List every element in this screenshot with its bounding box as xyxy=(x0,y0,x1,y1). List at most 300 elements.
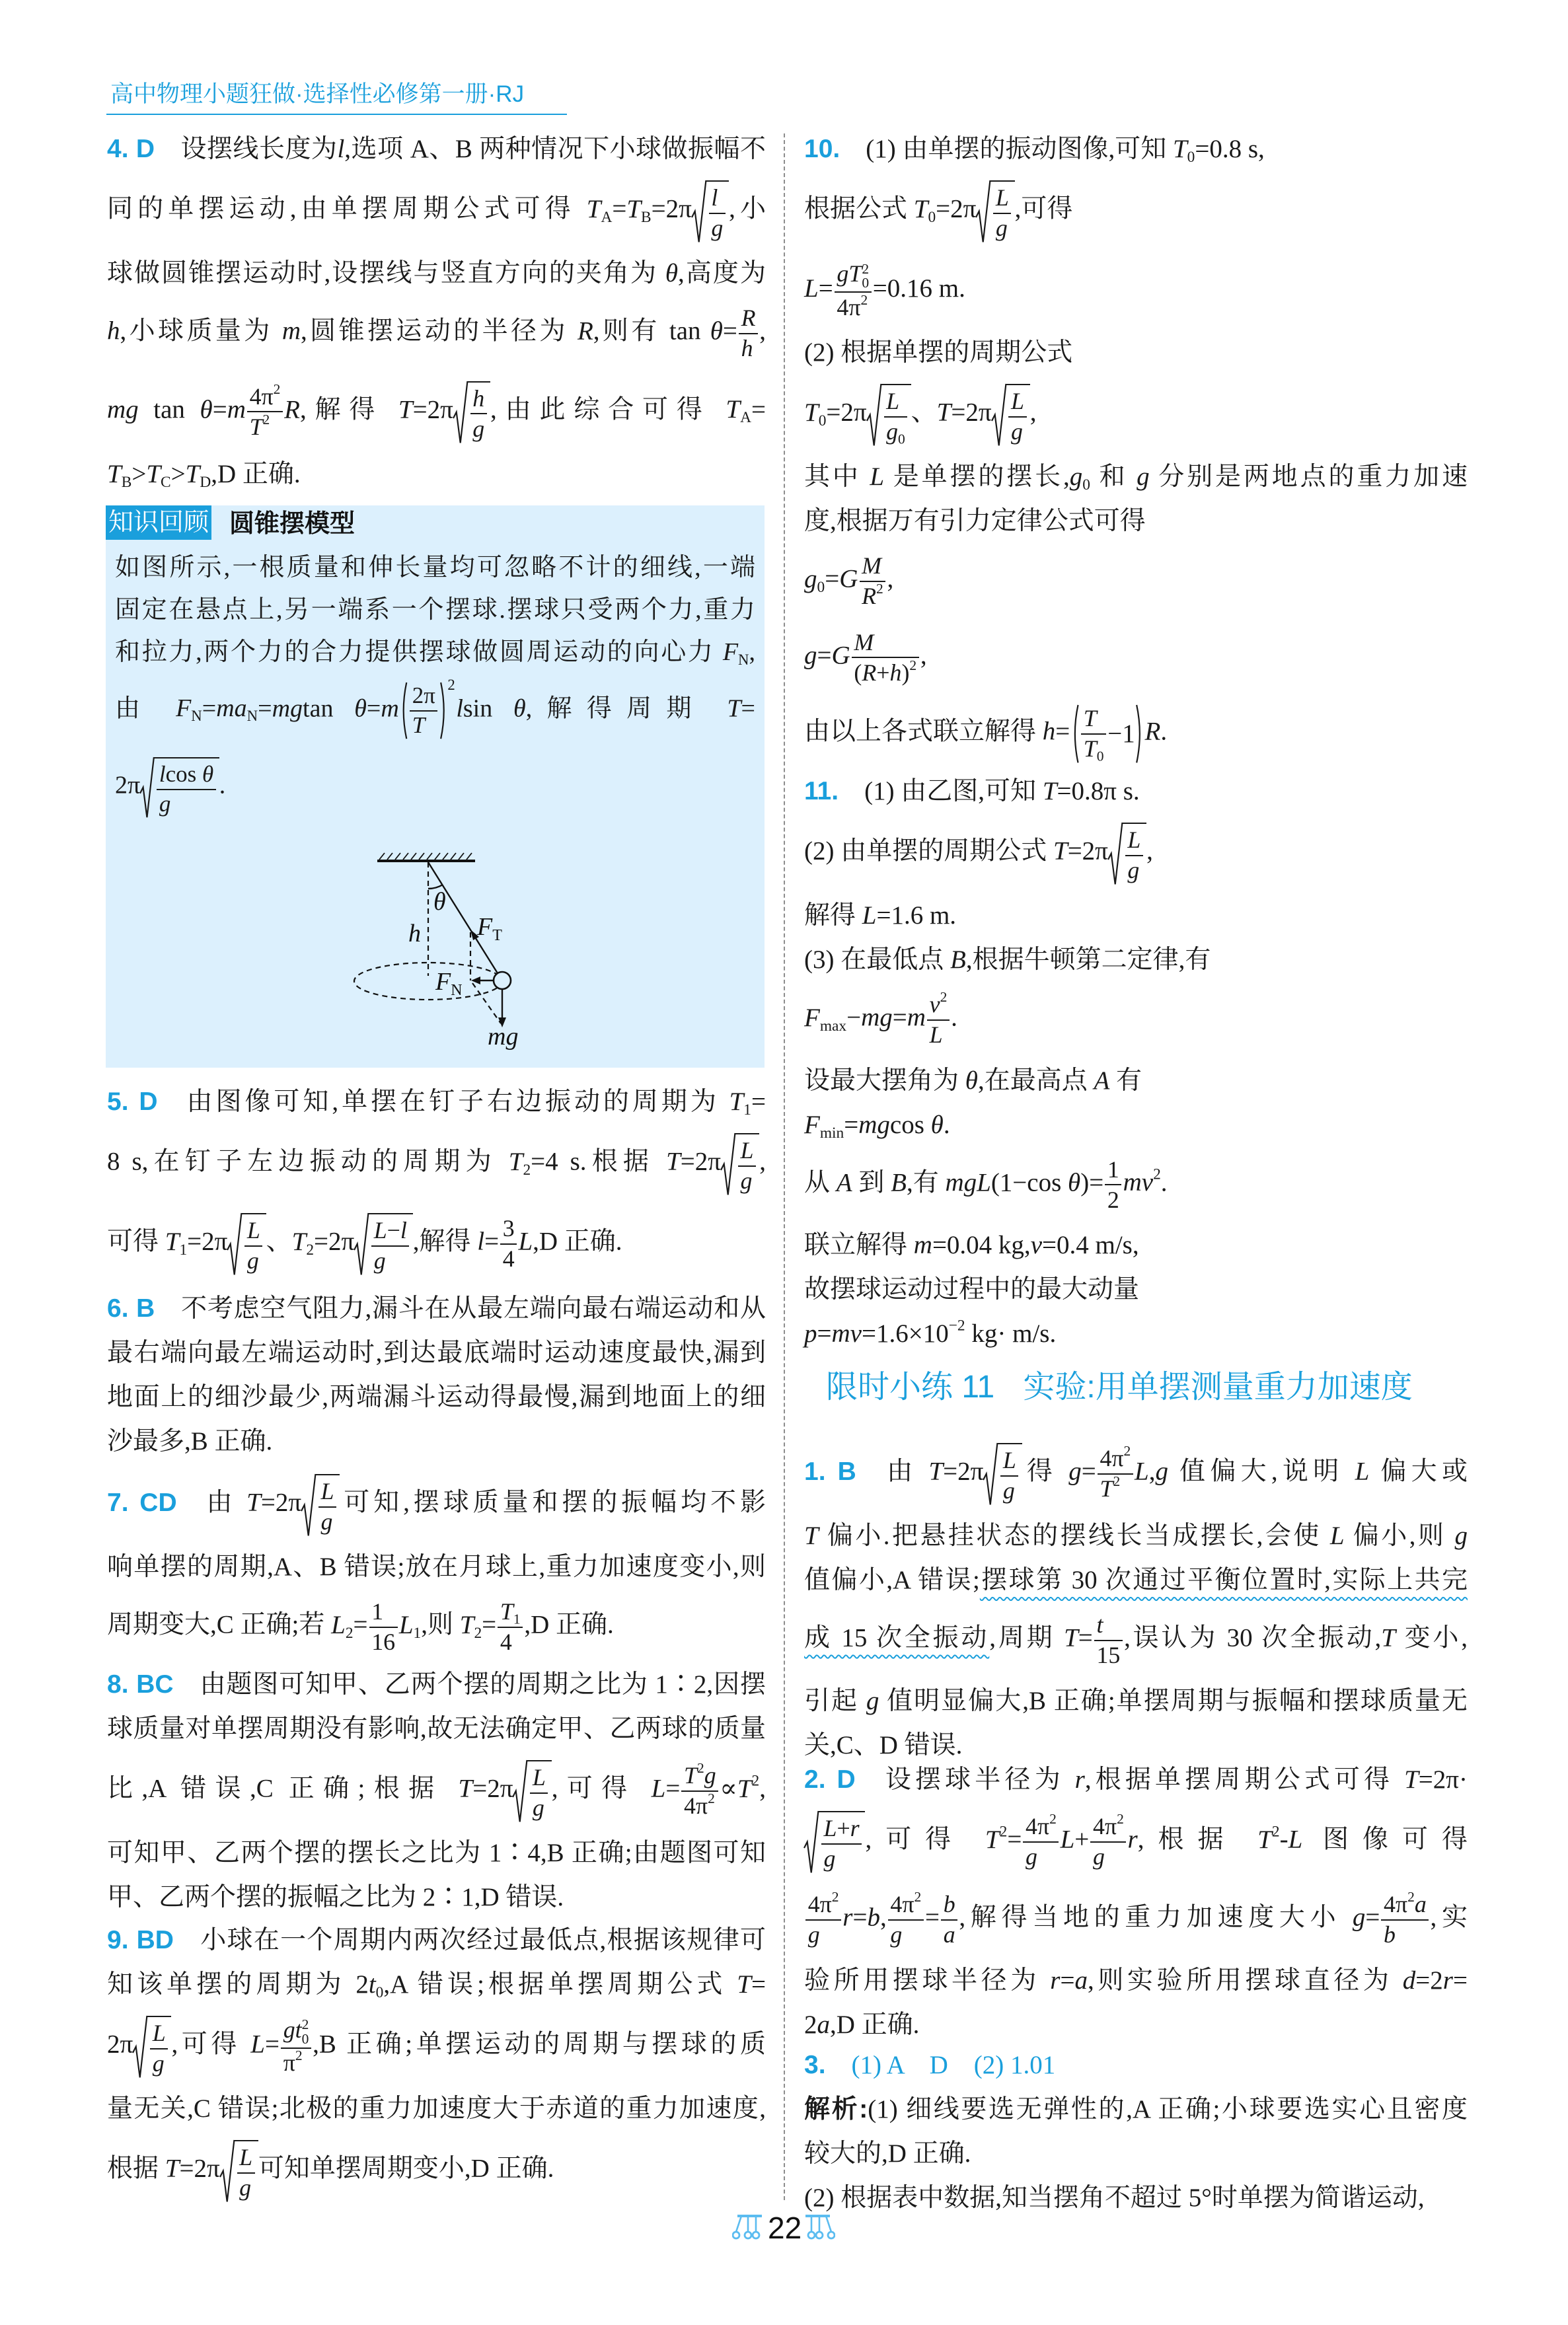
square-root xyxy=(220,2140,258,2201)
text-run: = xyxy=(741,694,755,723)
paragraph xyxy=(804,813,1468,893)
math-variable-text: T xyxy=(165,2154,180,2183)
subscript: 0 xyxy=(1187,149,1195,166)
highlighted-answer-text: (1) A D (2) 1.01 xyxy=(851,2051,1056,2079)
text-run: 如图所示,一根质量和伸长量均可忽略不计的细线,一端 xyxy=(115,554,755,581)
math-variable-text: T xyxy=(1381,1623,1396,1652)
text-line xyxy=(107,1124,766,1204)
math-variable-text: g xyxy=(804,564,817,593)
fraction xyxy=(1081,705,1106,762)
text-run: . xyxy=(219,771,226,799)
math-variable-text: g xyxy=(804,641,817,670)
math-variable-text: L xyxy=(862,901,877,930)
math-variable xyxy=(500,1598,521,1625)
math-variable xyxy=(737,1772,760,1803)
answer-label: 11. xyxy=(804,777,839,805)
fraction xyxy=(1098,1442,1133,1502)
square-root xyxy=(1108,823,1146,884)
height-label: h xyxy=(408,920,421,947)
math-variable-text: T xyxy=(1404,1765,1419,1794)
math-variable xyxy=(870,462,884,491)
fraction xyxy=(371,1217,409,1274)
text-line xyxy=(804,499,1468,543)
math-variable xyxy=(862,901,877,930)
fraction-numerator xyxy=(1125,827,1143,856)
math-variable-text: L xyxy=(1060,1825,1075,1854)
text-run: , xyxy=(1029,398,1037,427)
math-variable-text: m xyxy=(281,316,301,346)
text-run: (2) 根据单摆的周期公式 xyxy=(804,338,1073,367)
math-text xyxy=(837,291,868,320)
math-variable-text: g xyxy=(152,2050,165,2077)
subscript: 0 xyxy=(375,1984,384,2002)
math-variable-text: R xyxy=(284,395,300,424)
radicand xyxy=(467,381,490,443)
math-variable xyxy=(804,641,817,669)
math-variable xyxy=(1257,1823,1280,1854)
text-line xyxy=(804,1267,1468,1311)
square-root xyxy=(721,1133,759,1195)
math-variable xyxy=(1144,718,1160,746)
math-variable-text: t xyxy=(295,2016,302,2043)
math-variable-text: A xyxy=(1094,1066,1110,1095)
radical-sign-icon xyxy=(692,180,706,242)
answer-5 xyxy=(107,1080,766,1284)
fraction-numerator xyxy=(884,388,908,418)
text-run: 球质量对单摆周期没有影响,故无法确定甲、乙两球的质量 xyxy=(107,1715,766,1743)
paragraph xyxy=(804,1757,1468,2047)
radical-sign-icon-path xyxy=(354,1213,368,1274)
radical-sign-icon xyxy=(1108,823,1122,884)
text-run: + xyxy=(1074,1825,1090,1854)
answer-label: 5. D xyxy=(107,1088,158,1116)
answer-label: 4. D xyxy=(107,135,155,163)
math-variable xyxy=(1381,1624,1396,1652)
text-run: = xyxy=(482,1610,497,1639)
math-variable-text: m xyxy=(907,1003,926,1032)
square-root xyxy=(133,2016,171,2077)
square-root xyxy=(992,384,1030,445)
math-variable xyxy=(652,1775,666,1803)
text-run: 偏大或 xyxy=(1369,1457,1468,1486)
fraction-numerator xyxy=(888,1891,924,1921)
radical-sign-icon xyxy=(453,381,467,443)
fraction-numerator xyxy=(738,1137,756,1167)
text-run: ( xyxy=(854,659,862,686)
text-line xyxy=(107,1375,766,1419)
text-run: ,实 xyxy=(1430,1903,1468,1932)
radicand xyxy=(1006,384,1030,445)
radical-sign-icon-path xyxy=(992,384,1006,445)
math-variable xyxy=(741,305,756,331)
math-variable-text: g xyxy=(1454,1522,1468,1551)
math-variable-text: T xyxy=(1042,777,1057,805)
radicand xyxy=(234,2140,258,2201)
math-variable-text: b xyxy=(867,1903,880,1932)
tension-label xyxy=(476,913,502,944)
math-variable xyxy=(1068,1168,1080,1197)
math-variable xyxy=(246,1489,261,1517)
page-number: 22 xyxy=(768,2211,802,2245)
math-variable-text: T xyxy=(936,398,952,427)
fraction xyxy=(993,184,1011,242)
fraction-numerator xyxy=(150,2020,168,2049)
subscript: 0 xyxy=(862,275,870,291)
fraction xyxy=(470,385,487,443)
radicand xyxy=(147,2016,172,2077)
math-variable-text: L xyxy=(804,274,819,303)
math-variable-text: T xyxy=(1172,135,1187,163)
math-variable xyxy=(578,317,593,346)
text-run: ,B 正确;单摆运动的周期与摆球的质 xyxy=(313,2030,766,2059)
text-run: =0.8 s, xyxy=(1195,135,1265,163)
math-variable xyxy=(247,1217,260,1243)
text-line xyxy=(804,1802,1468,1882)
superscript: 2 xyxy=(831,1889,839,1905)
paragraph xyxy=(804,893,1468,938)
paragraph xyxy=(107,1662,766,1919)
math-variable-text: θ xyxy=(202,761,214,788)
math-variable xyxy=(295,2016,309,2047)
fraction xyxy=(852,629,919,686)
fraction-numerator xyxy=(318,1478,336,1508)
text-line xyxy=(107,1751,766,1831)
text-run: 同的单摆运动,由单摆周期公式可得 xyxy=(107,194,587,223)
text-run: 、 xyxy=(911,398,937,427)
subscript: 1 xyxy=(179,1241,188,1259)
text-run: ,A 错误;根据单摆周期公式 xyxy=(383,1970,737,1999)
paragraph xyxy=(804,127,1468,171)
paragraph xyxy=(804,2043,1468,2087)
text-run: 根据公式 xyxy=(804,194,914,223)
subscript: 0 xyxy=(818,412,827,429)
cradle-ball xyxy=(828,2232,835,2238)
text-run: (1) 由乙图,可知 xyxy=(864,777,1043,805)
math-variable xyxy=(804,1522,819,1550)
math-variable-text: T xyxy=(185,460,200,489)
text-run: 15 xyxy=(1096,1642,1121,1669)
fraction-numerator xyxy=(369,1598,398,1628)
text-run: ,解得 xyxy=(299,395,398,424)
math-variable-text: g xyxy=(1011,418,1023,445)
text-run: 得 xyxy=(1022,1457,1069,1486)
cradle-ball xyxy=(745,2232,751,2238)
text-run: =4 s.根据 xyxy=(531,1147,667,1176)
text-run: = xyxy=(1365,1903,1380,1932)
math-variable xyxy=(704,1762,716,1789)
text-run: = xyxy=(817,641,832,670)
text-run: - xyxy=(1279,1825,1288,1854)
fraction xyxy=(530,1764,548,1822)
script-stack xyxy=(302,2018,309,2046)
subscript: 2 xyxy=(306,1241,315,1259)
cradle-ball xyxy=(808,2232,815,2238)
math-variable-text: θ xyxy=(710,316,723,346)
subscript: N xyxy=(191,708,202,725)
fraction-numerator xyxy=(470,385,487,415)
text-run: = xyxy=(1452,1966,1468,1995)
superscript: 2 xyxy=(1271,1823,1280,1841)
math-text-text: 10 xyxy=(922,1319,949,1348)
subscript: A xyxy=(740,409,751,427)
fraction xyxy=(369,1598,398,1656)
text-run: 1 xyxy=(371,1598,384,1625)
text-run: =1.6 m. xyxy=(876,901,957,930)
text-line xyxy=(804,1679,1468,1723)
math-variable-text: l xyxy=(159,761,166,788)
text-run: 成 15 次全振动 xyxy=(804,1623,990,1652)
math-variable-text: t xyxy=(368,1970,376,1999)
paragraph xyxy=(107,127,766,496)
fraction-denominator xyxy=(821,1845,862,1873)
math-variable xyxy=(804,1110,844,1142)
math-variable-text: ma xyxy=(216,694,247,723)
text-run: 偏小,则 xyxy=(1344,1522,1455,1551)
radicand xyxy=(242,1213,266,1274)
radical-sign-icon xyxy=(804,1811,818,1872)
math-variable-text: a xyxy=(943,1921,955,1948)
text-run: tan xyxy=(303,694,355,723)
text-line xyxy=(804,769,1468,813)
superscript: 2 xyxy=(914,1889,922,1905)
math-variable-text: h xyxy=(472,385,485,412)
text-run: ,选项 A、B 两种情况下小球做振幅不 xyxy=(344,135,766,163)
text-run: ,解得周期 xyxy=(525,694,728,723)
math-variable-text: T xyxy=(928,1457,944,1486)
radical-sign-icon-path xyxy=(220,2140,234,2201)
radical-sign-icon xyxy=(301,1474,315,1535)
square-root xyxy=(983,1443,1022,1504)
fraction-numerator xyxy=(1098,1442,1133,1475)
text-run: 、 xyxy=(266,1227,292,1256)
math-variable-text: T xyxy=(508,1147,523,1176)
text-run: =2π xyxy=(472,1774,513,1803)
math-variable-text: T xyxy=(684,1762,697,1789)
fraction-denominator xyxy=(369,1628,398,1656)
math-variable xyxy=(914,1231,932,1259)
radicand xyxy=(881,384,911,445)
text-run: 关,C、D 错误. xyxy=(804,1730,963,1759)
wavy-underlined-text xyxy=(980,1566,1468,1594)
text-run: 2π xyxy=(412,683,435,708)
text-run: =0.8π s. xyxy=(1057,777,1140,805)
subscript: A xyxy=(601,208,613,226)
fraction xyxy=(927,991,950,1049)
answer-9 xyxy=(107,1918,766,2211)
fraction-denominator xyxy=(1008,418,1026,446)
math-variable xyxy=(1026,1843,1037,1870)
math-variable-text: m xyxy=(913,1231,932,1260)
math-variable-text: T xyxy=(107,460,122,489)
fraction-numerator xyxy=(681,1759,718,1792)
fraction xyxy=(709,184,726,242)
text-run: = xyxy=(1078,1623,1093,1652)
math-variable-text: θ xyxy=(513,694,526,723)
text-line xyxy=(107,372,766,452)
text-run: , xyxy=(879,1903,887,1932)
text-run: + xyxy=(876,659,890,686)
fraction-numerator xyxy=(993,184,1011,214)
text-run: , xyxy=(749,638,755,666)
text-line xyxy=(107,2007,766,2086)
radical-sign-icon xyxy=(513,1760,527,1822)
math-variable xyxy=(1404,1765,1419,1794)
math-variable-text: T xyxy=(1053,836,1068,866)
math-variable xyxy=(1384,1921,1396,1948)
text-line xyxy=(107,1875,766,1919)
running-header: 高中物理小题狂做·选择性必修第一册·RJ xyxy=(106,79,567,115)
subscript: C xyxy=(161,474,171,492)
text-line xyxy=(804,1558,1468,1602)
math-variable-text: T xyxy=(249,413,263,440)
math-variable-text: L xyxy=(929,1021,943,1049)
highlighted-answer xyxy=(852,2051,1056,2079)
text-run: =2π xyxy=(951,398,992,427)
text-run: 是单摆的摆长, xyxy=(884,462,1070,492)
radical-sign-icon xyxy=(983,1443,997,1504)
math-text-text: 4π xyxy=(1384,1891,1408,1918)
math-variable-text: mv xyxy=(831,1319,862,1348)
text-run: 由 xyxy=(881,1457,929,1486)
text-run: 由图像可知,单摆在钉子右边振动的周期为 xyxy=(183,1088,729,1116)
math-variable xyxy=(472,385,484,412)
text-line xyxy=(107,1286,766,1331)
math-variable-text: L xyxy=(518,1227,533,1256)
text-line xyxy=(107,1831,766,1875)
text-run: 地面上的细沙最少,两端漏斗运动得最慢,漏到地面上的细 xyxy=(107,1383,766,1411)
text-run: ,小球质量为 xyxy=(120,316,282,346)
answer-label: 10. xyxy=(804,135,840,163)
subscript: max xyxy=(819,1017,847,1035)
math-variable xyxy=(247,1247,259,1274)
text-run: ,圆锥摆运动的半径为 xyxy=(301,316,578,346)
subscript: 0 xyxy=(817,579,825,596)
text-line xyxy=(107,2131,766,2211)
math-variable-text: L xyxy=(1011,388,1024,415)
paragraph xyxy=(804,375,1468,455)
math-variable-text: T xyxy=(1083,705,1097,732)
math-text xyxy=(1026,1810,1057,1839)
cradle-ball xyxy=(733,2232,739,2238)
math-variable-text: θ xyxy=(354,694,367,723)
math-variable-text: g xyxy=(995,215,1008,242)
text-run: = xyxy=(722,316,737,346)
fraction-numerator xyxy=(530,1764,548,1794)
paragraph xyxy=(107,1286,766,1463)
superscript: 2 xyxy=(909,657,917,673)
text-run: 16 xyxy=(371,1629,396,1656)
text-run: = xyxy=(751,1970,766,1999)
text-run: + xyxy=(837,1815,850,1841)
math-variable xyxy=(321,1478,334,1504)
superscript: 2 xyxy=(1117,1810,1124,1827)
fraction xyxy=(1125,827,1143,884)
text-run: ,可得 xyxy=(551,1774,652,1803)
fraction-numerator xyxy=(281,2016,311,2049)
math-text xyxy=(890,1891,921,1917)
math-variable xyxy=(862,659,876,686)
fraction-numerator xyxy=(709,184,726,214)
math-text-text: 4π xyxy=(807,1891,832,1918)
math-variable-text: L xyxy=(886,388,900,415)
text-run: = xyxy=(751,395,766,424)
math-variable xyxy=(867,1903,880,1932)
radical-sign-icon xyxy=(992,384,1006,445)
text-run: 可得 xyxy=(107,1227,165,1256)
text-run: =2π xyxy=(260,1488,302,1517)
text-run: = xyxy=(202,694,217,723)
paragraph xyxy=(804,171,1468,251)
fraction-numerator xyxy=(1023,1810,1059,1843)
radical-sign-icon xyxy=(867,384,881,445)
fraction-denominator xyxy=(247,412,283,441)
math-variable xyxy=(1128,1826,1138,1854)
text-line xyxy=(804,543,1468,619)
text-line xyxy=(804,1434,1468,1514)
text-run: ,D 正确. xyxy=(830,2010,920,2039)
radical-sign-icon xyxy=(1108,823,1122,884)
math-variable-text: g xyxy=(532,1794,544,1822)
fraction-denominator xyxy=(1000,1477,1018,1505)
knowledge-review-tag: 知识回顾 xyxy=(106,505,211,540)
math-variable xyxy=(985,1823,1008,1854)
math-variable-text: l xyxy=(337,135,345,163)
text-run: 周期变大,C 正确;若 xyxy=(107,1610,332,1639)
subscript: 0 xyxy=(898,431,905,447)
text-run: , xyxy=(759,1774,766,1803)
paragraph xyxy=(107,1465,766,1666)
math-variable xyxy=(930,991,948,1017)
math-variable xyxy=(249,411,270,440)
text-run: =2π xyxy=(187,1227,228,1256)
math-variable-text: g xyxy=(373,1247,386,1274)
math-variable-text: r xyxy=(1127,1825,1138,1854)
superscript: 2 xyxy=(1123,1442,1131,1459)
text-run: 可知,摆球质量和摆的振幅均不影 xyxy=(340,1488,766,1517)
exercise-answer-1 xyxy=(804,1434,1468,1767)
text-run: sin xyxy=(463,694,514,723)
text-run: = xyxy=(825,564,840,593)
paragraph xyxy=(804,696,1468,772)
fraction xyxy=(821,1815,862,1872)
math-variable-text: g xyxy=(472,415,485,442)
math-variable xyxy=(711,215,723,241)
math-variable-text: mv xyxy=(1123,1168,1154,1197)
math-variable xyxy=(1050,1966,1060,1995)
math-variable-text: G xyxy=(839,564,858,593)
fraction xyxy=(738,1137,756,1195)
math-variable-text: g xyxy=(246,1247,259,1274)
superscript: 2 xyxy=(262,411,270,427)
cradle-strings xyxy=(811,2216,831,2232)
text-run: 从 xyxy=(804,1168,837,1197)
radical-sign-icon xyxy=(721,1133,735,1195)
text-line xyxy=(804,251,1468,330)
answer-7 xyxy=(107,1465,766,1666)
radical-sign-icon xyxy=(976,180,990,242)
exponent: 2 xyxy=(447,677,455,694)
math-variable xyxy=(907,1004,926,1032)
superscript: 2 xyxy=(697,1759,704,1776)
text-run: ,在最高点 xyxy=(977,1066,1094,1095)
math-variable-text: g xyxy=(1093,1843,1105,1870)
math-variable-text: T xyxy=(291,1227,307,1256)
math-variable-text: T xyxy=(586,194,601,223)
text-run: 球做圆锥摆运动时,设摆线与竖直方向的夹角为 xyxy=(107,259,665,288)
math-variable xyxy=(839,565,858,593)
fraction-denominator xyxy=(941,1921,957,1949)
math-variable-text: L xyxy=(1355,1457,1370,1486)
